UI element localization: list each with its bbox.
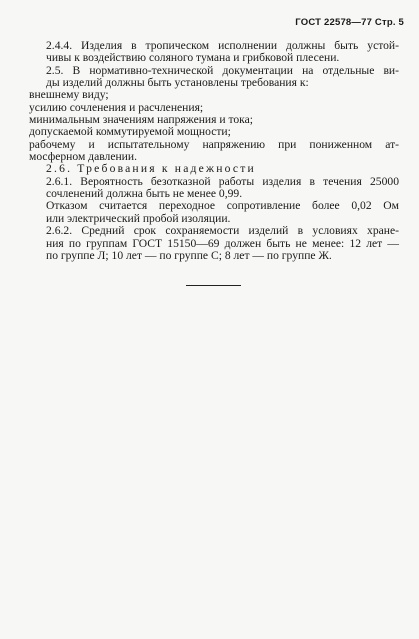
text-line: 2.6.2. Средний срок сохраняемости изделий в условиях хране-	[46, 224, 399, 238]
text-line: 2.6.1. Вероятность безотказной работы изделия в течения 25000	[46, 174, 399, 188]
text-line: 2.5. В нормативно-технической документации на отдельные ви-	[46, 63, 399, 77]
text-line: 2.6. Требования к надежности	[46, 162, 256, 176]
paragraph-p26	[29, 163, 399, 175]
text-line: 2.4.4. Изделия в тропическом исполнении должны быть устой-	[46, 39, 399, 52]
text-line: допускаемой коммутируемой мощности;	[29, 125, 231, 139]
text-line: по группе Л; 10 лет — по группе С; 8 лет — по группе Ж.	[46, 248, 332, 262]
paragraph-req1	[29, 89, 399, 101]
text-line: ды изделий должны быть установлены требования к:	[46, 76, 309, 90]
paragraph-p25	[29, 65, 399, 90]
running-head: ГОСТ 22578—77 Стр. 5	[295, 17, 404, 28]
paragraph-p262	[29, 225, 399, 262]
text-line: рабочему и испытательному напряжению при пониженном ат-	[29, 137, 399, 151]
text-line: чивы к воздействию соляного тумана и грибковой плесени.	[46, 51, 340, 65]
text-line: Отказом считается переходное сопротивление более 0,02 Ом	[46, 199, 399, 213]
text-line: ния по группам ГОСТ 15150—69 должен быть не менее: 12 лет —	[46, 236, 399, 250]
paragraph-p261	[29, 176, 399, 201]
text-line: минимальным значениям напряжения и тока;	[29, 113, 253, 127]
text-line: или электрический пробой изоляции.	[46, 211, 231, 225]
paragraph-req4	[29, 126, 399, 138]
paragraph-p244	[29, 40, 399, 65]
text-line: мосферном давлении.	[29, 150, 137, 164]
text-line: усилию сочленения и расчленения;	[29, 100, 204, 114]
paragraph-p261b	[29, 200, 399, 225]
text-line: внешнему виду;	[29, 88, 109, 102]
paragraph-req5	[29, 139, 399, 164]
text-line: сочленений должна быть не менее 0,99.	[46, 187, 243, 201]
end-rule	[186, 285, 241, 286]
body-text	[29, 40, 399, 262]
